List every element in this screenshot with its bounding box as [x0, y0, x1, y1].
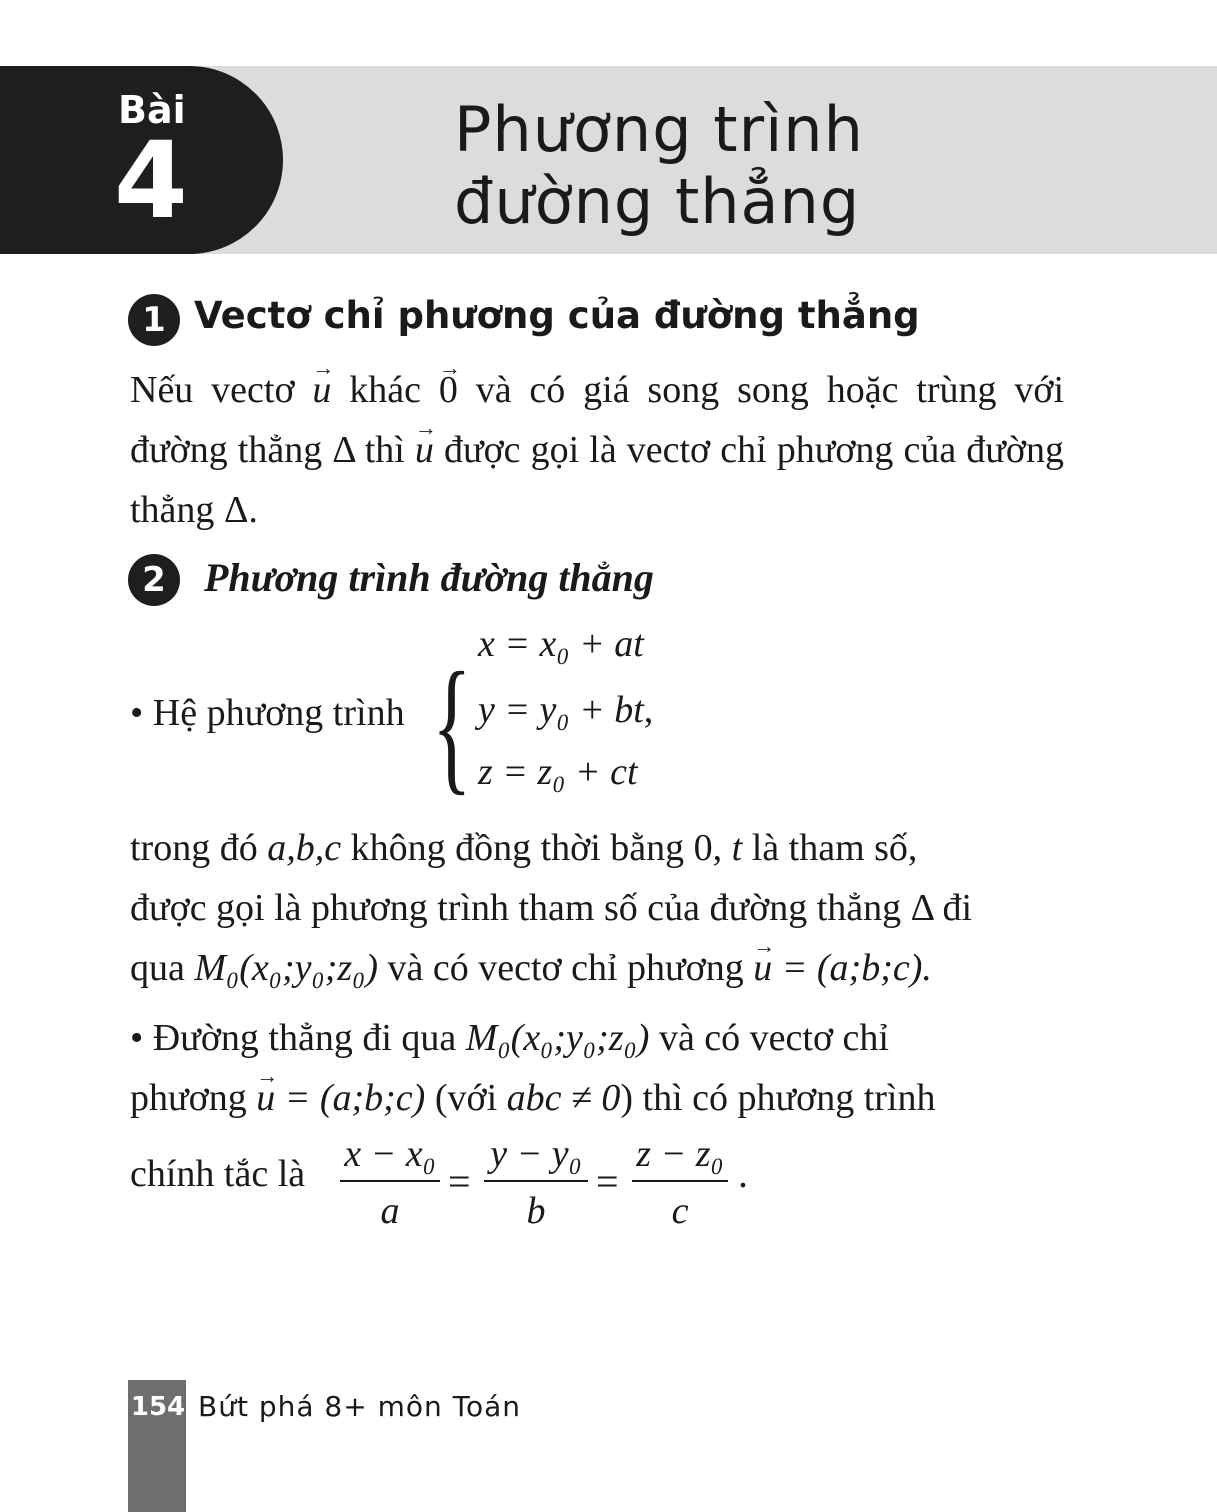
equals-sign: = — [596, 1159, 619, 1204]
equals-sign: = — [448, 1159, 471, 1204]
title-line-2: đường thẳng — [454, 165, 861, 238]
section-2-badge: 2 — [128, 554, 180, 606]
equation-x: x = x₀ + at — [478, 623, 644, 665]
vector-u: → u — [415, 420, 434, 480]
vector-u: → u — [256, 1068, 275, 1128]
section-1-paragraph: Nếu vectơ → u khác → 0 và có giá song song hoặc trùng với đường thẳng Δ thì → u được gọi là vectơ chỉ phương của đường thẳng Δ. — [130, 360, 1064, 540]
equation-y: y = y₀ + bt, — [478, 689, 654, 731]
bullet-1-intro: • Hệ phương trình — [130, 692, 405, 734]
page-number: 154 — [130, 1392, 186, 1422]
zero-vector: → 0 — [439, 360, 458, 420]
lesson-number: 4 — [114, 119, 188, 242]
paragraph-line-1: trong đó a,b,c không đồng thời bằng 0, t là tham số, — [130, 827, 918, 869]
page-title — [454, 94, 1014, 238]
canonical-intro: chính tắc là — [130, 1153, 306, 1195]
fraction-y: $\frac{\text{y − y₀}}{b}$ — [484, 1128, 588, 1240]
section-1-title: Vectơ chỉ phương của đường thẳng — [194, 294, 920, 337]
system-brace: { — [432, 642, 472, 808]
bullet-2-line-2: phương → u = (a;b;c) (với abc ≠ 0) thì có phương trình — [130, 1068, 936, 1128]
fraction-z: $\frac{\text{z − z₀}}{c}$ — [632, 1128, 728, 1240]
title-line-1: Phương trình — [454, 93, 864, 166]
vector-u: → u — [753, 938, 772, 998]
section-2-title: Phương trình đường thẳng — [204, 555, 654, 600]
point-m0: M₀(x₀;y₀;z₀) — [465, 1017, 650, 1059]
fraction-x: $\frac{\text{x − x₀}}{a}$ — [340, 1128, 440, 1240]
paragraph-line-2: được gọi là phương trình tham số của đường thẳng Δ đi — [130, 887, 973, 929]
equation-z: z = z₀ + ct — [478, 751, 638, 793]
book-title: Bứt phá 8+ môn Toán — [198, 1390, 522, 1423]
lesson-word: Bài — [118, 88, 186, 132]
final-period: . — [738, 1151, 748, 1196]
vector-u: → u — [312, 360, 331, 420]
section-1-badge: 1 — [128, 294, 180, 346]
paragraph-line-3: qua M₀(x₀;y₀;z₀) và có vectơ chỉ phương → u = (a;b;c). — [130, 938, 932, 998]
point-m0: M₀(x₀;y₀;z₀) — [194, 947, 379, 989]
bullet-2-line-1: • Đường thẳng đi qua M₀(x₀;y₀;z₀) và có vectơ chỉ — [130, 1017, 889, 1059]
